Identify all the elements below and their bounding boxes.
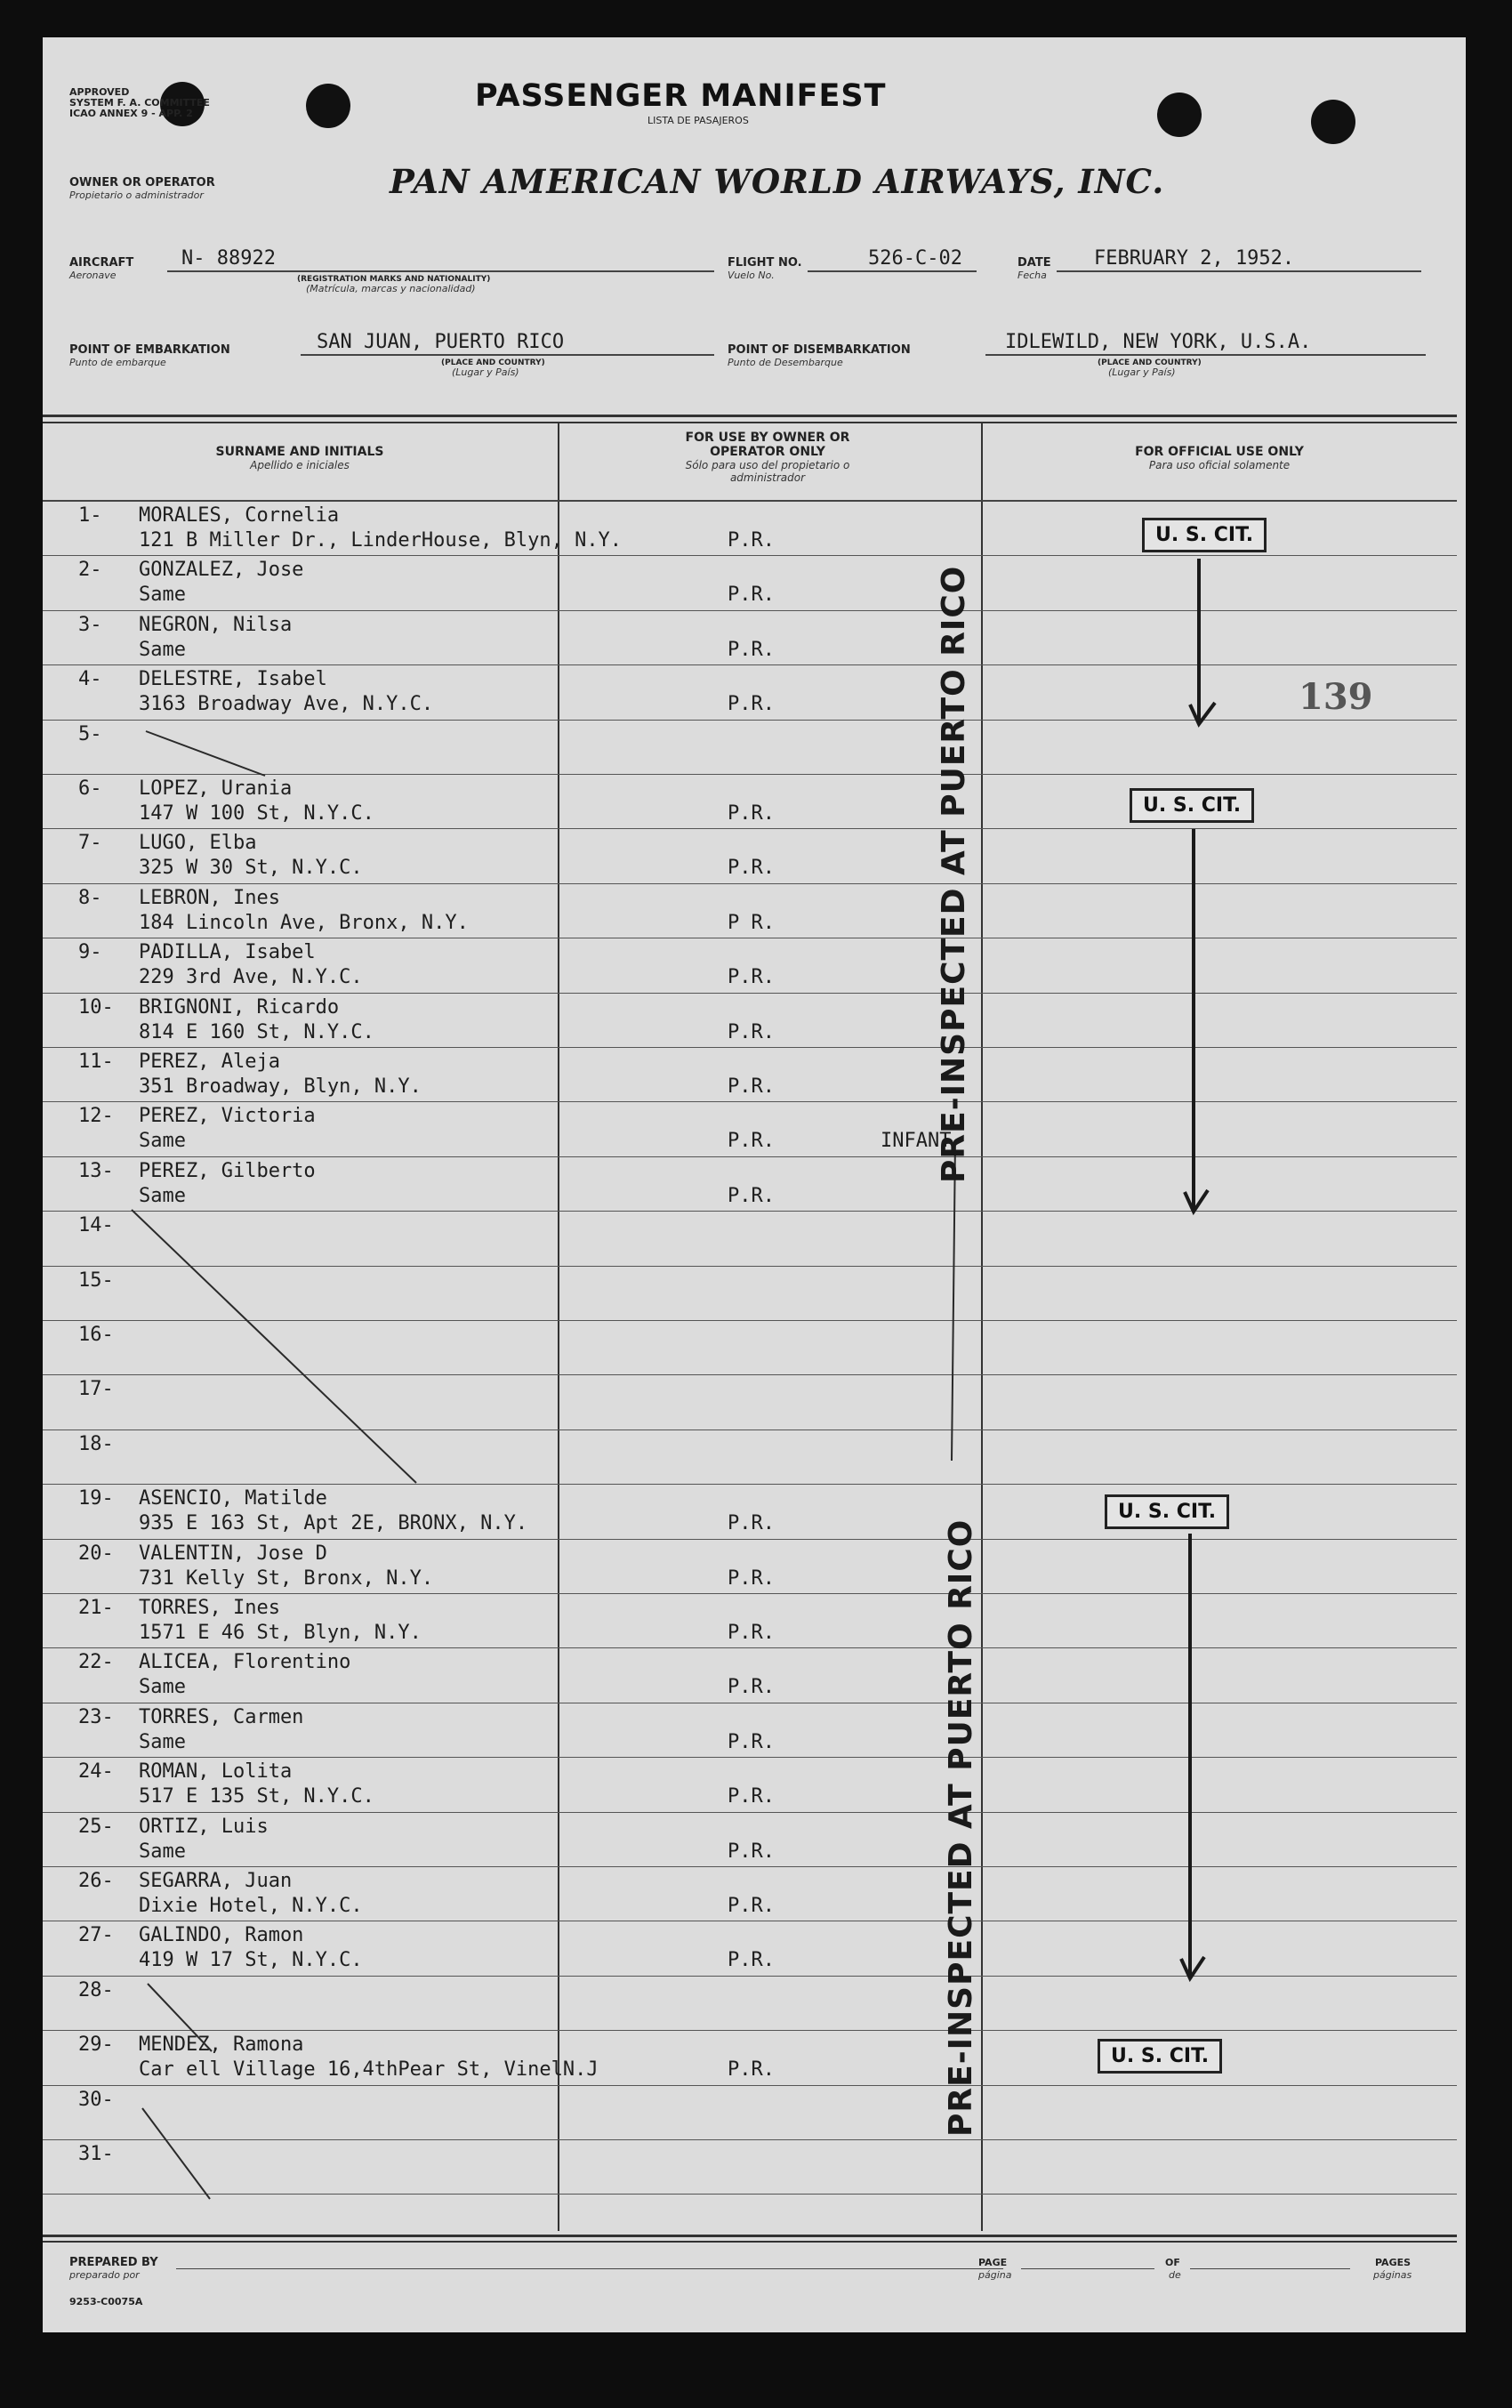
passenger-address: 325 W 30 St, N.Y.C. bbox=[139, 857, 363, 880]
origin-code: P.R. bbox=[728, 857, 775, 880]
passenger-address: 935 E 163 St, Apt 2E, BRONX, N.Y. bbox=[139, 1512, 528, 1535]
prepared-by-label-es: preparado por bbox=[69, 2269, 140, 2281]
origin-code: P.R. bbox=[728, 802, 775, 825]
passenger-name: VALENTIN, Jose D bbox=[139, 1542, 327, 1565]
us-citizen-stamp: U. S. CIT. bbox=[1105, 1494, 1229, 1529]
row-number: 1- bbox=[78, 504, 102, 527]
passenger-name: LOPEZ, Urania bbox=[139, 777, 293, 800]
row-number: 6- bbox=[78, 777, 102, 800]
passenger-address: Same bbox=[139, 1840, 186, 1863]
column-title-es: Apellido e iniciales bbox=[250, 459, 350, 471]
passenger-name: ASENCIO, Matilde bbox=[139, 1487, 327, 1510]
passenger-address: 121 B Miller Dr., LinderHouse, Blyn, N.Y. bbox=[139, 529, 623, 552]
us-citizen-stamp: U. S. CIT. bbox=[1098, 2039, 1222, 2074]
row-number: 31- bbox=[78, 2143, 114, 2165]
origin-code: P R. bbox=[728, 911, 775, 934]
passenger-address: Same bbox=[139, 1676, 186, 1699]
page-label-es: página bbox=[978, 2269, 1012, 2281]
passenger-address: Dixie Hotel, N.Y.C. bbox=[139, 1895, 363, 1917]
origin-code: P.R. bbox=[728, 1949, 775, 1972]
approval-line: ICAO ANNEX 9 - APP. 2 bbox=[69, 108, 193, 119]
row-number: 30- bbox=[78, 2088, 114, 2111]
passenger-name: GALINDO, Ramon bbox=[139, 1924, 304, 1947]
passenger-address: 1571 E 46 St, Blyn, N.Y. bbox=[139, 1622, 422, 1644]
passenger-address: 814 E 160 St, N.Y.C. bbox=[139, 1020, 374, 1043]
origin-code: P.R. bbox=[728, 1075, 775, 1098]
origin-code: P.R. bbox=[728, 529, 775, 552]
row-number: 2- bbox=[78, 559, 102, 582]
row-number: 10- bbox=[78, 995, 114, 1019]
pages-label: PAGES bbox=[1375, 2257, 1411, 2268]
passenger-name: TORRES, Carmen bbox=[139, 1705, 304, 1728]
row-number: 16- bbox=[78, 1324, 114, 1346]
row-number: 26- bbox=[78, 1870, 114, 1892]
row-number: 3- bbox=[78, 613, 102, 636]
row-number: 13- bbox=[78, 1159, 114, 1182]
row-number: 17- bbox=[78, 1378, 114, 1401]
row-number: 20- bbox=[78, 1542, 114, 1565]
aircraft-label-es: Aeronave bbox=[69, 270, 117, 281]
aircraft-label: AIRCRAFT bbox=[69, 256, 134, 270]
registration-note: (REGISTRATION MARKS AND NATIONALITY) bbox=[297, 275, 491, 284]
origin-code: P.R. bbox=[728, 584, 775, 607]
passenger-name: NEGRON, Nilsa bbox=[139, 613, 293, 636]
passenger-address: Same bbox=[139, 638, 186, 661]
row-number: 23- bbox=[78, 1705, 114, 1728]
passenger-name: MORALES, Cornelia bbox=[139, 504, 340, 527]
company-name: PAN AMERICAN WORLD AIRWAYS, INC. bbox=[390, 162, 1165, 201]
row-number: 29- bbox=[78, 2034, 114, 2057]
page-title: PASSENGER MANIFEST bbox=[475, 78, 887, 114]
row-number: 18- bbox=[78, 1432, 114, 1455]
row-number: 22- bbox=[78, 1651, 114, 1674]
passenger-name: PEREZ, Victoria bbox=[139, 1105, 316, 1128]
us-citizen-stamp: U. S. CIT. bbox=[1130, 788, 1254, 823]
passenger-address: Same bbox=[139, 1184, 186, 1207]
approval-line: APPROVED bbox=[69, 86, 130, 98]
column-title: SURNAME AND INITIALS bbox=[215, 445, 384, 459]
aircraft-value: N- 88922 bbox=[181, 247, 276, 270]
date-value: FEBRUARY 2, 1952. bbox=[1094, 247, 1295, 270]
passenger-name: MENDEZ, Ramona bbox=[139, 2034, 304, 2057]
origin-code: P.R. bbox=[728, 1512, 775, 1535]
row-number: 24- bbox=[78, 1760, 114, 1784]
passenger-address: 229 3rd Ave, N.Y.C. bbox=[139, 966, 363, 989]
origin-code: P.R. bbox=[728, 1840, 775, 1863]
date-label: DATE bbox=[1017, 256, 1051, 270]
page-number-stamp: 139 bbox=[1299, 676, 1373, 718]
passenger-address: 731 Kelly St, Bronx, N.Y. bbox=[139, 1566, 434, 1590]
column-title: FOR OFFICIAL USE ONLY bbox=[1135, 445, 1304, 459]
row-number: 8- bbox=[78, 886, 102, 909]
passenger-name: BRIGNONI, Ricardo bbox=[139, 995, 340, 1019]
embarkation-label-es: Punto de embarque bbox=[69, 357, 166, 368]
row-number: 4- bbox=[78, 668, 102, 691]
disembarkation-value: IDLEWILD, NEW YORK, U.S.A. bbox=[1005, 331, 1312, 353]
flight-label-es: Vuelo No. bbox=[728, 270, 775, 281]
row-number: 14- bbox=[78, 1214, 114, 1237]
page-label: PAGE bbox=[978, 2257, 1008, 2268]
origin-code: P.R. bbox=[728, 1184, 775, 1207]
origin-code: P.R. bbox=[728, 1622, 775, 1644]
row-number: 28- bbox=[78, 1978, 114, 2001]
row-number: 5- bbox=[78, 722, 102, 745]
column-title-es: Para uso oficial solamente bbox=[1148, 459, 1291, 471]
disembarkation-place-note-es: (Lugar y País) bbox=[1108, 366, 1176, 378]
row-number: 21- bbox=[78, 1597, 114, 1619]
origin-code: P.R. bbox=[728, 1730, 775, 1753]
passenger-name: SEGARRA, Juan bbox=[139, 1870, 293, 1892]
page-subtitle: LISTA DE PASAJEROS bbox=[647, 115, 749, 126]
of-label-es: de bbox=[1169, 2269, 1181, 2281]
origin-code: P.R. bbox=[728, 2058, 775, 2082]
origin-code: P.R. bbox=[728, 1676, 775, 1699]
passenger-address: Car ell Village 16,4thPear St, VinelN.J bbox=[139, 2058, 599, 2082]
passenger-name: PADILLA, Isabel bbox=[139, 941, 316, 964]
column-title: FOR USE BY OWNER OR OPERATOR ONLY bbox=[685, 431, 850, 459]
manifest-sheet bbox=[43, 37, 1466, 2332]
passenger-address: Same bbox=[139, 584, 186, 607]
row-number: 12- bbox=[78, 1105, 114, 1128]
embarkation-place-note: (PLACE AND COUNTRY) bbox=[441, 358, 545, 367]
preinspected-stamp: PRE-INSPECTED AT PUERTO RICO bbox=[943, 1518, 979, 2137]
date-label-es: Fecha bbox=[1017, 270, 1047, 281]
passenger-name: DELESTRE, Isabel bbox=[139, 668, 327, 691]
column-title-es: Sólo para uso del propietario o administrador bbox=[685, 459, 850, 484]
origin-code: P.R. bbox=[728, 1895, 775, 1917]
origin-code: P.R. bbox=[728, 1785, 775, 1808]
origin-code: P.R. bbox=[728, 693, 775, 716]
passenger-name: PEREZ, Gilberto bbox=[139, 1159, 316, 1182]
row-number: 7- bbox=[78, 832, 102, 855]
owner-label-es: Propietario o administrador bbox=[69, 189, 204, 201]
row-number: 11- bbox=[78, 1051, 114, 1073]
row-number: 25- bbox=[78, 1815, 114, 1838]
row-number: 19- bbox=[78, 1487, 114, 1510]
bracket-arrows bbox=[43, 37, 1466, 2332]
row-number: 15- bbox=[78, 1268, 114, 1292]
passenger-name: ALICEA, Florentino bbox=[139, 1651, 351, 1674]
preinspected-stamp: PRE-INSPECTED AT PUERTO RICO bbox=[936, 565, 972, 1183]
row-number: 9- bbox=[78, 941, 102, 964]
prepared-by-label: PREPARED BY bbox=[69, 2256, 158, 2269]
embarkation-place-note-es: (Lugar y País) bbox=[452, 366, 519, 378]
owner-label: OWNER OR OPERATOR bbox=[69, 176, 215, 189]
us-citizen-stamp: U. S. CIT. bbox=[1142, 518, 1267, 552]
registration-note-es: (Matrícula, marcas y nacionalidad) bbox=[306, 283, 476, 294]
approval-line: SYSTEM F. A. COMMITTEE bbox=[69, 97, 210, 109]
passenger-note: INFANT bbox=[881, 1130, 952, 1153]
disembarkation-label-es: Punto de Desembarque bbox=[728, 357, 843, 368]
passenger-name: GONZALEZ, Jose bbox=[139, 559, 304, 582]
row-number: 27- bbox=[78, 1924, 114, 1947]
passenger-name: ROMAN, Lolita bbox=[139, 1760, 293, 1784]
origin-code: P.R. bbox=[728, 966, 775, 989]
flight-label: FLIGHT NO. bbox=[728, 256, 802, 270]
flight-value: 526-C-02 bbox=[868, 247, 962, 270]
form-number: 9253-C0075A bbox=[69, 2296, 143, 2307]
passenger-name: LEBRON, Ines bbox=[139, 886, 280, 909]
pages-label-es: páginas bbox=[1373, 2269, 1412, 2281]
passenger-name: ORTIZ, Luis bbox=[139, 1815, 269, 1838]
embarkation-value: SAN JUAN, PUERTO RICO bbox=[317, 331, 565, 353]
embarkation-label: POINT OF EMBARKATION bbox=[69, 343, 230, 357]
passenger-address: 517 E 135 St, N.Y.C. bbox=[139, 1785, 374, 1808]
passenger-address: 147 W 100 St, N.Y.C. bbox=[139, 802, 374, 825]
passenger-address: 419 W 17 St, N.Y.C. bbox=[139, 1949, 363, 1972]
passenger-address: 351 Broadway, Blyn, N.Y. bbox=[139, 1075, 422, 1098]
passenger-name: PEREZ, Aleja bbox=[139, 1051, 280, 1073]
origin-code: P.R. bbox=[728, 1020, 775, 1043]
disembarkation-label: POINT OF DISEMBARKATION bbox=[728, 343, 911, 357]
passenger-address: 184 Lincoln Ave, Bronx, N.Y. bbox=[139, 911, 469, 934]
passenger-address: 3163 Broadway Ave, N.Y.C. bbox=[139, 693, 434, 716]
disembarkation-place-note: (PLACE AND COUNTRY) bbox=[1098, 358, 1202, 367]
passenger-name: LUGO, Elba bbox=[139, 832, 257, 855]
passenger-address: Same bbox=[139, 1730, 186, 1753]
origin-code: P.R. bbox=[728, 1130, 775, 1153]
passenger-name: TORRES, Ines bbox=[139, 1597, 280, 1619]
origin-code: P.R. bbox=[728, 638, 775, 661]
of-label: OF bbox=[1165, 2257, 1180, 2268]
passenger-address: Same bbox=[139, 1130, 186, 1153]
origin-code: P.R. bbox=[728, 1566, 775, 1590]
